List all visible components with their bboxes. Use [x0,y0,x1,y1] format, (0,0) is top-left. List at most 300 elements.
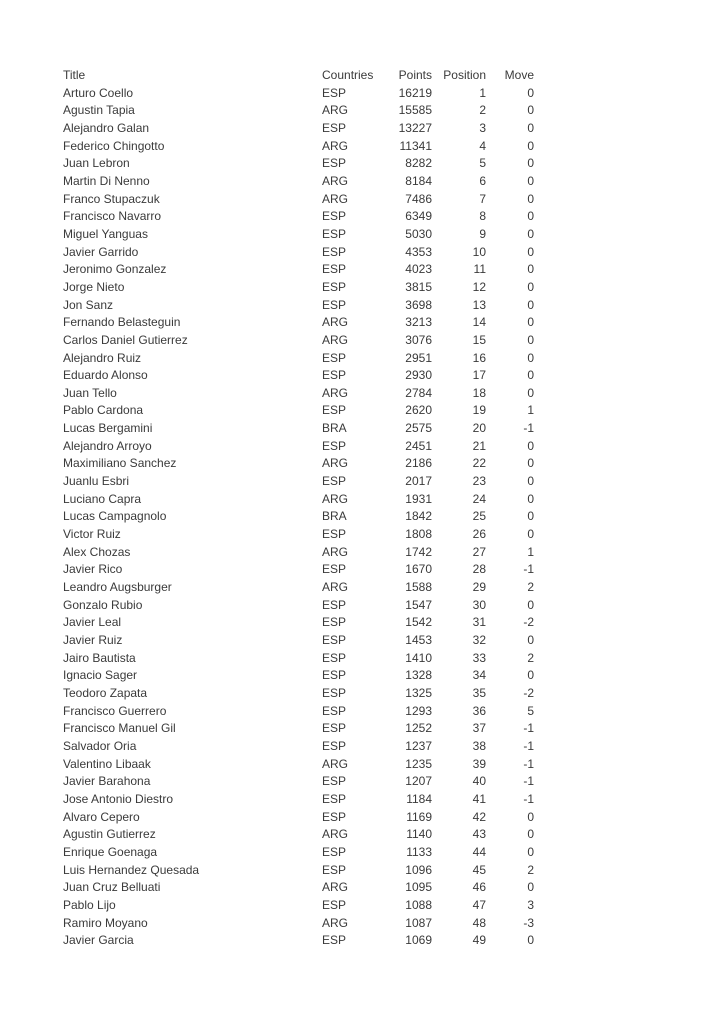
title-cell: Ignacio Sager [63,668,138,683]
table-row [63,632,534,650]
title-cell: Maximiliano Sanchez [63,456,177,471]
table-row [63,85,534,103]
move-cell: 0 [527,933,534,948]
points-cell: 8184 [405,173,432,188]
points-cell: 1842 [405,509,432,524]
countries-cell: ARG [322,315,349,330]
title-cell: Jon Sanz [63,297,114,312]
title-cell: Lucas Bergamini [63,421,153,436]
countries-cell: ARG [322,544,349,559]
move-cell: 0 [527,226,534,241]
points-cell: 1453 [405,633,432,647]
move-cell: -1 [523,721,534,736]
position-cell: 44 [472,844,486,859]
points-cell: 2017 [405,474,432,489]
countries-cell: ARG [322,756,349,771]
position-cell: 23 [472,474,486,489]
position-cell: 19 [472,403,486,418]
move-cell: 5 [527,703,534,718]
countries-cell: ESP [322,226,347,241]
countries-cell: ARG [322,191,349,206]
table-row [63,173,534,191]
countries-cell: ESP [322,615,347,630]
move-cell: -2 [523,685,534,700]
title-cell: Jorge Nieto [63,279,125,294]
title-cell: Franco Stupaczuk [63,191,160,206]
position-cell: 37 [472,721,486,736]
countries-cell: ESP [322,933,347,948]
move-cell: 0 [527,509,534,524]
countries-cell: ESP [322,297,347,312]
table-row [63,244,534,262]
move-cell: 0 [527,173,534,188]
title-cell: Javier Garcia [63,933,134,948]
move-cell: 0 [527,844,534,859]
title-cell: Juan Cruz Belluati [63,880,161,895]
ranking-table-body [63,85,534,950]
points-cell: 7486 [405,191,432,206]
title-cell: Federico Chingotto [63,138,165,153]
title-cell: Javier Garrido [63,244,139,259]
column-header-points: Points [398,68,432,82]
points-cell: 13227 [398,120,432,135]
countries-cell: ARG [322,880,349,895]
table-row [63,120,534,138]
position-cell: 36 [472,703,486,718]
title-cell: Alejandro Galan [63,120,150,135]
countries-cell: ESP [322,85,347,100]
countries-cell: ESP [322,897,347,912]
title-cell: Javier Barahona [63,774,151,789]
title-cell: Gonzalo Rubio [63,597,143,612]
move-cell: 0 [527,191,534,206]
countries-cell: ESP [322,438,347,453]
points-cell: 1325 [405,685,432,700]
header-row [63,67,534,85]
table-row [63,455,534,473]
title-cell: Pablo Cardona [63,403,144,418]
position-cell: 17 [472,368,486,383]
title-cell: Leandro Augsburger [63,580,172,595]
table-row [63,597,534,615]
position-cell: 8 [479,209,486,224]
move-cell: 0 [527,103,534,118]
table-row [63,332,534,350]
move-cell: 2 [527,580,534,595]
table-row [63,897,534,915]
countries-cell: ESP [322,156,347,171]
points-cell: 2784 [405,385,432,400]
position-cell: 2 [479,103,486,118]
points-cell: 1252 [405,721,432,736]
countries-cell: ESP [322,350,347,365]
countries-cell: ESP [322,262,347,277]
title-cell: Luciano Capra [63,491,142,506]
position-cell: 25 [472,509,486,524]
countries-cell: ESP [322,474,347,489]
points-cell: 11341 [399,138,432,153]
title-cell: Alvaro Cepero [63,809,140,824]
title-cell: Martin Di Nenno [63,173,150,188]
points-cell: 16219 [398,85,432,100]
position-cell: 40 [472,774,486,789]
position-cell: 14 [472,315,486,330]
title-cell: Miguel Yanguas [63,226,148,241]
table-row [63,738,534,756]
table-row [63,367,534,385]
countries-cell: ESP [322,668,347,683]
position-cell: 45 [472,862,486,877]
move-cell: -1 [523,738,534,753]
countries-cell: ESP [322,244,347,259]
countries-cell: ARG [322,138,349,153]
points-cell: 1547 [405,597,432,612]
position-cell: 13 [472,297,486,312]
countries-cell: ESP [322,774,347,789]
title-cell: Valentino Libaak [63,756,151,771]
table-row [63,932,534,950]
position-cell: 46 [472,880,486,895]
move-cell: 0 [527,332,534,347]
countries-cell: ARG [322,491,349,506]
move-cell: -1 [523,421,534,436]
move-cell: 0 [527,279,534,294]
table-row [63,561,534,579]
table-row [63,420,534,438]
position-cell: 6 [479,173,486,188]
position-cell: 34 [472,668,486,683]
table-row [63,544,534,562]
position-cell: 49 [472,933,486,948]
table-row [63,314,534,332]
points-cell: 1095 [405,880,432,895]
position-cell: 42 [472,809,486,824]
countries-cell: BRA [322,421,347,436]
countries-cell: ESP [322,120,347,135]
points-cell: 1096 [405,862,432,877]
title-cell: Francisco Manuel Gil [63,721,176,736]
table-row [63,226,534,244]
countries-cell: ESP [322,650,347,665]
move-cell: 0 [527,262,534,277]
title-cell: Javier Leal [63,615,122,630]
table-row [63,773,534,791]
title-cell: Juan Tello [63,385,117,400]
move-cell: -1 [523,791,534,806]
title-cell: Jairo Bautista [63,650,136,665]
position-cell: 21 [472,438,486,453]
move-cell: 1 [527,544,534,559]
title-cell: Juanlu Esbri [63,474,130,489]
points-cell: 2930 [405,368,432,383]
points-cell: 15585 [398,103,432,118]
title-cell: Carlos Daniel Gutierrez [63,332,188,347]
countries-cell: ARG [322,580,349,595]
points-cell: 1237 [405,738,432,753]
position-cell: 33 [472,650,486,665]
table-row [63,508,534,526]
countries-cell: ESP [322,844,347,859]
title-cell: Alejandro Arroyo [63,438,152,453]
move-cell: 0 [527,474,534,489]
position-cell: 1 [479,85,486,100]
points-cell: 1588 [405,580,432,595]
points-cell: 1742 [405,544,432,559]
table-row [63,614,534,632]
position-cell: 4 [479,138,486,153]
table-row [63,297,534,315]
move-cell: 0 [527,138,534,153]
position-cell: 12 [472,279,486,294]
countries-cell: ESP [322,527,347,542]
title-cell: Agustin Gutierrez [63,827,156,842]
position-cell: 29 [472,580,486,595]
countries-cell: ARG [322,456,349,471]
points-cell: 8282 [405,156,432,171]
countries-cell: ARG [322,915,349,930]
countries-cell: ARG [322,332,349,347]
move-cell: -2 [523,615,534,630]
move-cell: 0 [527,156,534,171]
points-cell: 4353 [405,244,432,259]
points-cell: 1169 [406,809,432,824]
table-row [63,402,534,420]
table-row [63,473,534,491]
position-cell: 18 [472,385,486,400]
points-cell: 1670 [405,562,432,577]
table-row [63,491,534,509]
points-cell: 3213 [405,315,432,330]
position-cell: 30 [472,597,486,612]
move-cell: 0 [527,385,534,400]
countries-cell: ESP [322,597,347,612]
move-cell: 0 [527,350,534,365]
position-cell: 47 [472,897,486,912]
table-row [63,720,534,738]
points-cell: 6349 [405,209,432,224]
points-cell: 2451 [405,438,432,453]
countries-cell: ESP [322,862,347,877]
column-header-position: Position [443,68,486,82]
points-cell: 1087 [405,915,432,930]
points-cell: 1235 [405,756,432,771]
table-row [63,791,534,809]
position-cell: 32 [472,633,486,647]
points-cell: 3698 [405,297,432,312]
position-cell: 27 [472,544,486,559]
table-row [63,879,534,897]
title-cell: Juan Lebron [63,156,130,171]
title-cell: Javier Rico [63,562,123,577]
move-cell: 2 [527,650,534,665]
points-cell: 4023 [405,262,432,277]
countries-cell: ESP [322,279,347,294]
points-cell: 1542 [405,615,432,630]
title-cell: Enrique Goenaga [63,844,158,859]
move-cell: 2 [527,862,534,877]
table-row [63,756,534,774]
countries-cell: ESP [322,721,347,736]
countries-cell: ESP [322,685,347,700]
title-cell: Arturo Coello [63,85,134,100]
position-cell: 3 [479,120,486,135]
countries-cell: ARG [322,385,349,400]
title-cell: Victor Ruiz [63,527,121,542]
table-row [63,862,534,880]
points-cell: 2951 [405,350,432,365]
title-cell: Alex Chozas [63,544,131,559]
position-cell: 15 [472,332,486,347]
move-cell: 0 [527,633,534,647]
title-cell: Jose Antonio Diestro [63,791,174,806]
move-cell: 3 [527,897,534,912]
table-row [63,438,534,456]
position-cell: 39 [472,756,486,771]
countries-cell: ESP [322,209,347,224]
countries-cell: ESP [322,738,347,753]
position-cell: 26 [472,527,486,542]
table-row [63,915,534,933]
move-cell: -1 [523,756,534,771]
position-cell: 22 [472,456,486,471]
points-cell: 1133 [406,844,432,859]
position-cell: 43 [472,827,486,842]
points-cell: 1088 [405,897,432,912]
points-cell: 1293 [405,703,432,718]
column-header-move: Move [504,68,534,82]
table-row [63,279,534,297]
countries-cell: ESP [322,703,347,718]
points-cell: 2620 [405,403,432,418]
table-row [63,102,534,120]
title-cell: Fernando Belasteguin [63,315,181,330]
countries-cell: ARG [322,103,349,118]
move-cell: 0 [527,244,534,259]
move-cell: -1 [523,774,534,789]
countries-cell: ESP [322,633,347,647]
countries-cell: ESP [322,562,347,577]
move-cell: 0 [527,438,534,453]
position-cell: 7 [479,191,486,206]
table-row [63,667,534,685]
column-header-countries: Countries [322,68,374,82]
position-cell: 5 [479,156,486,171]
move-cell: 0 [527,368,534,383]
countries-cell: ESP [322,368,347,383]
position-cell: 28 [472,562,486,577]
points-cell: 3076 [405,332,432,347]
table-row [63,526,534,544]
countries-cell: ARG [322,173,349,188]
points-cell: 1069 [405,933,432,948]
points-cell: 1931 [405,491,432,506]
column-header-title: Title [63,68,86,82]
position-cell: 20 [472,421,486,436]
move-cell: 0 [527,597,534,612]
title-cell: Agustin Tapia [63,103,135,118]
move-cell: 0 [527,809,534,824]
position-cell: 24 [472,491,486,506]
move-cell: 0 [527,209,534,224]
countries-cell: ARG [322,827,349,842]
countries-cell: ESP [322,809,347,824]
title-cell: Pablo Lijo [63,897,116,912]
table-row [63,208,534,226]
position-cell: 48 [472,915,486,930]
move-cell: 0 [527,315,534,330]
table-row [63,685,534,703]
title-cell: Luis Hernandez Quesada [63,862,200,877]
points-cell: 2575 [405,421,432,436]
move-cell: 0 [527,85,534,100]
table-row [63,703,534,721]
move-cell: -3 [523,915,534,930]
move-cell: 1 [527,403,534,418]
ranking-table [63,67,534,950]
points-cell: 1808 [405,527,432,542]
title-cell: Eduardo Alonso [63,368,148,383]
move-cell: 0 [527,491,534,506]
table-row [63,350,534,368]
countries-cell: ESP [322,403,347,418]
points-cell: 5030 [405,226,432,241]
move-cell: 0 [527,456,534,471]
move-cell: 0 [527,527,534,542]
table-row [63,650,534,668]
move-cell: 0 [527,827,534,842]
position-cell: 38 [472,738,486,753]
move-cell: 0 [527,880,534,895]
position-cell: 10 [472,244,486,259]
position-cell: 11 [473,262,486,277]
table-row [63,385,534,403]
countries-cell: BRA [322,509,347,524]
title-cell: Francisco Navarro [63,209,162,224]
points-cell: 1184 [406,791,432,806]
move-cell: 0 [527,297,534,312]
position-cell: 9 [479,226,486,241]
table-row [63,844,534,862]
title-cell: Francisco Guerrero [63,703,167,718]
table-row [63,155,534,173]
points-cell: 1140 [406,827,432,842]
title-cell: Alejandro Ruiz [63,350,142,365]
position-cell: 31 [472,615,486,630]
title-cell: Lucas Campagnolo [63,509,167,524]
position-cell: 16 [472,350,486,365]
position-cell: 41 [472,791,486,806]
title-cell: Teodoro Zapata [63,685,148,700]
points-cell: 2186 [405,456,432,471]
points-cell: 1328 [405,668,432,683]
table-row [63,191,534,209]
title-cell: Javier Ruiz [63,633,123,647]
table-row [63,138,534,156]
points-cell: 1207 [405,774,432,789]
title-cell: Salvador Oria [63,738,137,753]
table-row [63,579,534,597]
table-row [63,261,534,279]
points-cell: 3815 [405,279,432,294]
move-cell: 0 [527,120,534,135]
countries-cell: ESP [322,791,347,806]
table-row [63,809,534,827]
points-cell: 1410 [405,650,432,665]
title-cell: Jeronimo Gonzalez [63,262,167,277]
title-cell: Ramiro Moyano [63,915,148,930]
move-cell: 0 [527,668,534,683]
move-cell: -1 [523,562,534,577]
